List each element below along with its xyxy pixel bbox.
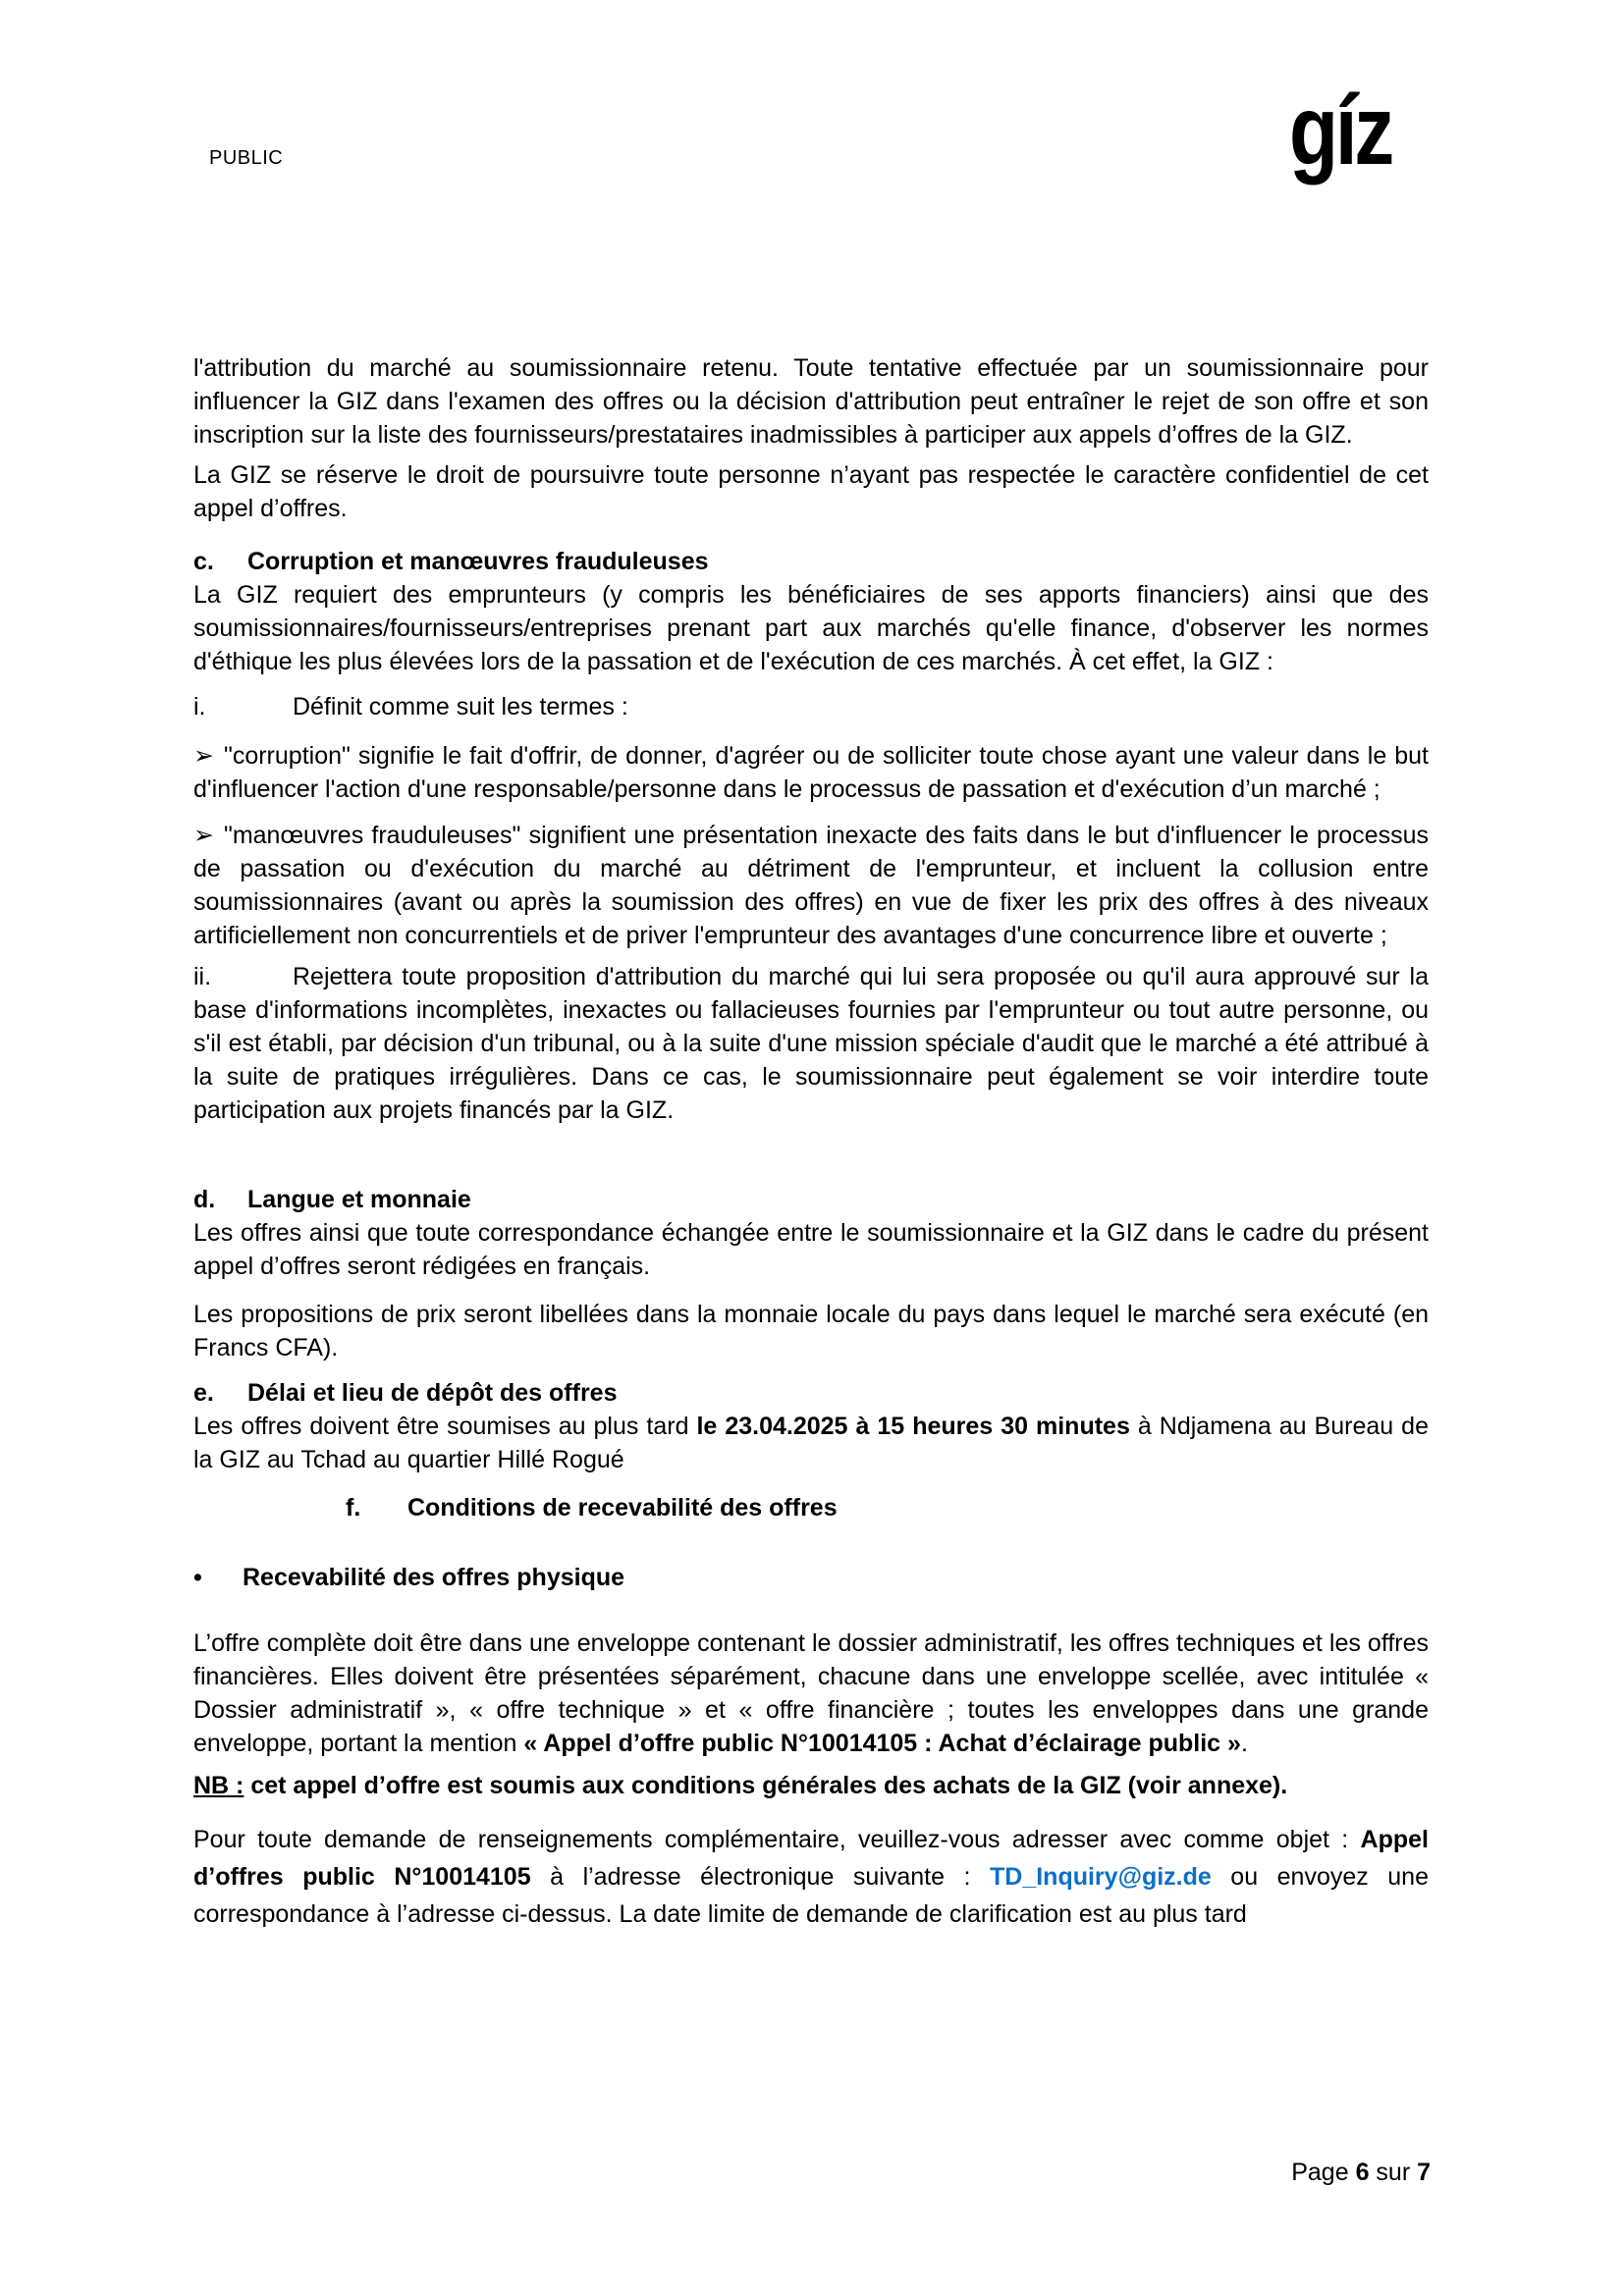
paragraph-contact — [193, 1821, 1429, 1933]
list-item-i — [193, 690, 1429, 723]
page-number — [1291, 2156, 1431, 2189]
bullet-icon: • — [193, 1564, 202, 1591]
footer-page-current: 6 — [1355, 2159, 1370, 2186]
deadline-date: le 23.04.2025 à 15 heures 30 minutes — [696, 1413, 1130, 1440]
nb-label: NB : — [193, 1772, 244, 1799]
contact-post: ou envoyez une correspondance à l’adresse ci-dessus. La date limite de demande de clarification est au plus tard — [193, 1863, 1429, 1928]
arrow-icon: ➢ — [193, 742, 214, 770]
heading-corruption-label: c. — [193, 548, 214, 575]
document-body — [193, 351, 1429, 1933]
bullet-recevabilite-text: Recevabilité des offres physique — [243, 1564, 625, 1591]
enveloppes-pre: L’offre complète doit être dans une enveloppe contenant le dossier administratif, les offres techniques et les offres financières. Elles doivent être présentées séparément, chacune dans une enveloppe scellée, avec intitulée « Dossier administratif », « offre technique » et « offre financière ; toutes les enveloppes dans une grande enveloppe, portant la mention — [193, 1629, 1429, 1757]
enveloppes-post: . — [1240, 1730, 1248, 1757]
heading-delai-text: Délai et lieu de dépôt des offres — [247, 1379, 618, 1407]
bullet-recevabilite-physique — [193, 1561, 1429, 1594]
arrow-item-corruption — [193, 739, 1429, 806]
nb-text: cet appel d’offre est soumis aux conditions générales des achats de la GIZ (voir annexe). — [244, 1772, 1288, 1799]
footer-mid: sur — [1369, 2159, 1418, 2186]
list-item-i-label: i. — [193, 693, 206, 721]
heading-conditions-text: Conditions de recevabilité des offres — [407, 1494, 838, 1522]
footer-pre: Page — [1291, 2159, 1356, 2186]
contact-mid: à l’adresse électronique suivante : — [530, 1863, 990, 1891]
paragraph-reserve-droit: La GIZ se réserve le droit de poursuivre toute personne n’ayant pas respectée le caractère confidentiel de cet appel d’offres. — [193, 461, 1429, 522]
heading-langue-label: d. — [193, 1186, 216, 1213]
heading-conditions-recevabilite — [346, 1491, 1429, 1524]
paragraph-giz-requiert: La GIZ requiert des emprunteurs (y compris les bénéficiaires de ses apports financiers) ainsi que des soumissionnaires/fournisseurs/entreprises prenant part aux marchés qu'elle finance, d'observer les normes d'éthique les plus élevées lors de la passation et de l'exécution de ces marchés. À cet effet, la GIZ : — [193, 581, 1429, 675]
arrow-icon: ➢ — [193, 822, 214, 849]
paragraph-nb — [193, 1769, 1429, 1802]
list-item-ii-text: Rejettera toute proposition d'attribution du marché qui lui sera proposée ou qu'il aura approuvé sur la base d'informations incomplètes, inexactes ou fallacieuses fournies par l'emprunteur ou tout autre personne, ou s'il est établi, par décision d'un tribunal, ou à la suite d'une mission spéciale d'audit que le marché a été attribué à la suite de pratiques irrégulières. Dans ce cas, le soumissionnaire peut également se voir interdire toute participation aux projets financés par la GIZ. — [193, 963, 1429, 1124]
heading-delai-depot — [193, 1376, 1429, 1410]
paragraph-enveloppes — [193, 1627, 1429, 1760]
heading-delai-label: e. — [193, 1379, 214, 1407]
heading-corruption — [193, 545, 1429, 578]
arrow-item-manoeuvres-text: "manœuvres frauduleuses" signifient une présentation inexacte des faits dans le but d'influencer le processus de passation ou d'exécution du marché au détriment de l'emprunteur, et incluent la collusion entre soumissionnaires (avant ou après la soumission des offres) en vue de fixer les prix des offres à des niveaux artificiellement non concurrentiels et de priver l'emprunteur des avantages d'une concurrence libre et ouverte ; — [193, 822, 1429, 949]
footer-page-total: 7 — [1417, 2159, 1431, 2186]
arrow-item-corruption-text: "corruption" signifie le fait d'offrir, de donner, d'agréer ou de solliciter toute chose ayant une valeur dans le but d'influencer l'action d'une responsable/personne dans le processus de passation et d'exécution d’un marché ; — [193, 742, 1429, 803]
classification-label: PUBLIC — [209, 147, 284, 169]
paragraph-monnaie: Les propositions de prix seront libellées dans la monnaie locale du pays dans lequel le marché sera exécuté (en Francs CFA). — [193, 1301, 1429, 1362]
list-item-i-text: Définit comme suit les termes : — [293, 693, 628, 721]
paragraph-attribution: l'attribution du marché au soumissionnaire retenu. Toute tentative effectuée par un soumissionnaire pour influencer la GIZ dans l'examen des offres ou la décision d'attribution peut entraîner le rejet de son offre et son inscription sur la liste des fournisseurs/prestataires inadmissibles à participer aux appels d’offres de la GIZ. — [193, 354, 1429, 449]
email-link[interactable]: TD_Inquiry@giz.de — [990, 1863, 1212, 1891]
paragraph-deadline — [193, 1410, 1429, 1476]
arrow-item-manoeuvres — [193, 819, 1429, 952]
paragraph-langue: Les offres ainsi que toute correspondance échangée entre le soumissionnaire et la GIZ dans le cadre du présent appel d’offres seront rédigées en français. — [193, 1219, 1429, 1280]
heading-langue-monnaie — [193, 1183, 1429, 1216]
giz-logo: gíz — [1289, 76, 1392, 186]
list-item-ii-label: ii. — [193, 963, 212, 990]
contact-objet-bold: Appel d’offres public N°10014105 — [193, 1826, 1429, 1891]
deadline-post: à Ndjamena au Bureau de la GIZ au Tchad au quartier Hillé Rogué — [193, 1413, 1429, 1473]
enveloppes-mention-bold: « Appel d’offre public N°10014105 : Achat d’éclairage public » — [523, 1730, 1241, 1757]
deadline-pre: Les offres doivent être soumises au plus tard — [193, 1413, 697, 1440]
contact-pre: Pour toute demande de renseignements complémentaire, veuillez-vous adresser avec comme objet : — [193, 1826, 1361, 1853]
list-item-ii — [193, 960, 1429, 1127]
heading-conditions-label: f. — [346, 1494, 361, 1522]
heading-langue-text: Langue et monnaie — [247, 1186, 471, 1213]
heading-corruption-text: Corruption et manœuvres frauduleuses — [247, 548, 709, 575]
